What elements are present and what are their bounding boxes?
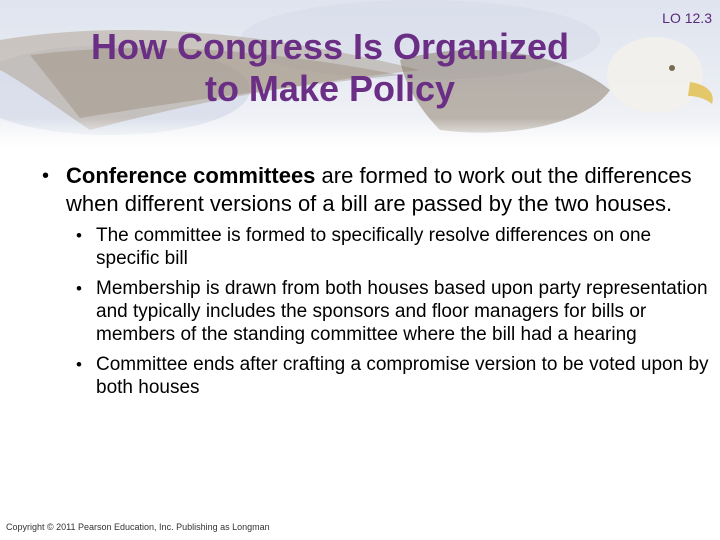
main-bullet — [0, 162, 720, 218]
main-bullet-bold-term: Conference committees — [66, 163, 316, 188]
sub-bullet — [0, 224, 720, 270]
sub-bullet-text: Committee ends after crafting a compromise version to be voted upon by both houses — [96, 354, 709, 398]
slide-content — [0, 162, 720, 406]
sub-bullet — [0, 277, 720, 346]
slide-title — [40, 26, 620, 110]
bullet-icon: • — [76, 226, 82, 245]
header-fade — [0, 118, 720, 148]
bullet-icon: • — [76, 355, 82, 374]
copyright-notice: Copyright © 2011 Pearson Education, Inc. Publishing as Longman — [6, 522, 270, 532]
bullet-icon: • — [42, 165, 50, 187]
title-line-2: to Make Policy — [204, 68, 456, 109]
sub-bullet-text: Membership is drawn from both houses based upon party representation and typically includes the sponsors and floor managers for bills or members of the standing committee where the bill had a hearing — [96, 278, 708, 345]
sub-bullet-text: The committee is formed to specifically resolve differences on one specific bill — [96, 225, 652, 269]
sub-bullet — [0, 353, 720, 399]
title-line-1: How Congress Is Organized — [90, 26, 570, 67]
bullet-icon: • — [76, 279, 82, 298]
learning-objective-label: LO 12.3 — [662, 10, 712, 26]
main-bullet-text: are formed to work out the differences when different versions of a bill are passed by the two houses. — [66, 163, 692, 216]
